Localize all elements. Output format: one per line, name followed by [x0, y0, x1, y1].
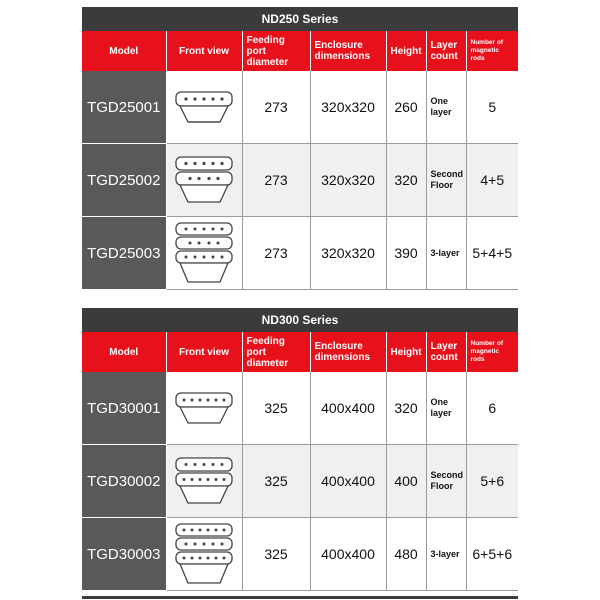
two-layer-grate-icon — [166, 144, 242, 217]
header-enclosure: Enclosure dimensions — [310, 31, 386, 71]
rods-cell: 4+5 — [466, 144, 518, 217]
rods-cell: 6+5+6 — [466, 518, 518, 591]
header-row — [82, 332, 518, 372]
header-model: Model — [82, 31, 166, 71]
feeding-port-cell: 325 — [242, 372, 310, 445]
height-cell: 400 — [386, 445, 426, 518]
layer-count-cell: Second Floor — [426, 144, 466, 217]
rods-cell: 5 — [466, 71, 518, 144]
enclosure-cell: 320x320 — [310, 144, 386, 217]
rods-cell: 5+4+5 — [466, 217, 518, 290]
enclosure-cell: 400x400 — [310, 518, 386, 591]
three-layer-grate-icon — [166, 518, 242, 591]
model-cell: TGD30003 — [82, 518, 166, 591]
feeding-port-cell: 325 — [242, 518, 310, 591]
enclosure-cell: 400x400 — [310, 445, 386, 518]
enclosure-cell: 320x320 — [310, 71, 386, 144]
spec-table — [82, 31, 518, 290]
header-height: Height — [386, 31, 426, 71]
series-title: ND300 Series — [82, 308, 518, 332]
layer-count-cell: 3-layer — [426, 518, 466, 591]
height-cell: 480 — [386, 518, 426, 591]
rods-cell: 5+6 — [466, 445, 518, 518]
header-layer-count: Layer count — [426, 332, 466, 372]
two-layer-grate-icon — [166, 445, 242, 518]
header-feeding-port: Feeding port diameter — [242, 332, 310, 372]
series-title: ND250 Series — [82, 7, 518, 31]
layer-count-cell: 3-layer — [426, 217, 466, 290]
table-row — [82, 518, 518, 591]
table-row — [82, 144, 518, 217]
header-layer-count: Layer count — [426, 31, 466, 71]
spec-table — [82, 332, 518, 591]
series-block-nd250 — [82, 7, 518, 290]
model-cell: TGD30001 — [82, 372, 166, 445]
height-cell: 390 — [386, 217, 426, 290]
three-layer-grate-icon — [166, 217, 242, 290]
layer-count-cell: One layer — [426, 71, 466, 144]
height-cell: 320 — [386, 372, 426, 445]
header-front-view: Front view — [166, 332, 242, 372]
bottom-rule — [82, 596, 518, 599]
table-row — [82, 445, 518, 518]
layer-count-cell: One layer — [426, 372, 466, 445]
header-row — [82, 31, 518, 71]
header-enclosure: Enclosure dimensions — [310, 332, 386, 372]
model-cell: TGD30002 — [82, 445, 166, 518]
feeding-port-cell: 273 — [242, 144, 310, 217]
header-feeding-port: Feeding port diameter — [242, 31, 310, 71]
feeding-port-cell: 273 — [242, 217, 310, 290]
header-height: Height — [386, 332, 426, 372]
model-cell: TGD25003 — [82, 217, 166, 290]
layer-count-cell: Second Floor — [426, 445, 466, 518]
header-model: Model — [82, 332, 166, 372]
one-layer-grate-icon — [166, 372, 242, 445]
feeding-port-cell: 325 — [242, 445, 310, 518]
enclosure-cell: 320x320 — [310, 217, 386, 290]
header-rods: Number of magnetic rods — [466, 332, 518, 372]
height-cell: 320 — [386, 144, 426, 217]
model-cell: TGD25001 — [82, 71, 166, 144]
one-layer-grate-icon — [166, 71, 242, 144]
header-rods: Number of magnetic rods — [466, 31, 518, 71]
table-row — [82, 217, 518, 290]
model-cell: TGD25002 — [82, 144, 166, 217]
feeding-port-cell: 273 — [242, 71, 310, 144]
table-row — [82, 71, 518, 144]
height-cell: 260 — [386, 71, 426, 144]
header-front-view: Front view — [166, 31, 242, 71]
table-row — [82, 372, 518, 445]
rods-cell: 6 — [466, 372, 518, 445]
series-block-nd300 — [82, 308, 518, 591]
enclosure-cell: 400x400 — [310, 372, 386, 445]
